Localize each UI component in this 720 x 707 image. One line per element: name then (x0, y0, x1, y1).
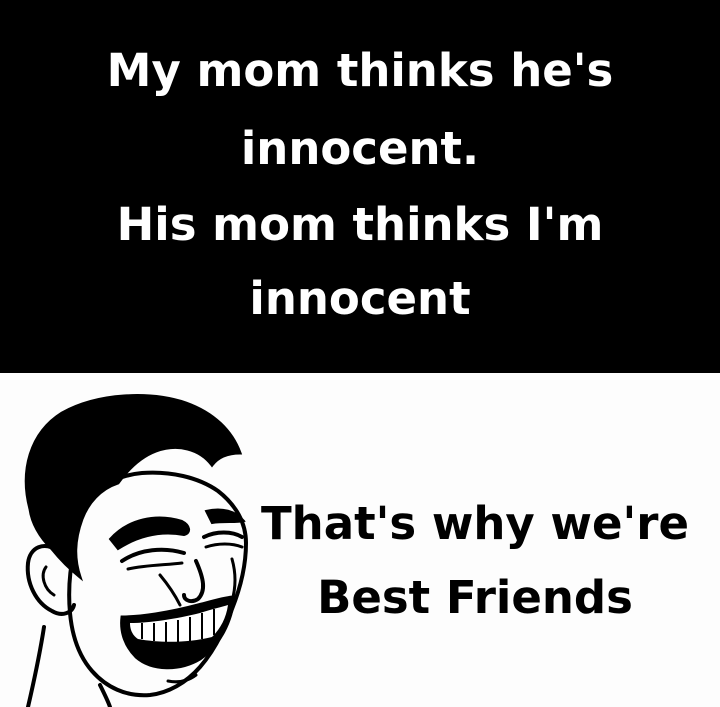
face-nose (184, 561, 203, 601)
bottom-caption-line-1: That's why we're (260, 497, 690, 550)
face-left-eyebrow (110, 518, 189, 549)
face-left-eye (122, 550, 184, 561)
top-caption-line-2: innocent. (240, 122, 480, 175)
top-caption-line-3: His mom thinks I'm (116, 198, 604, 251)
face-right-eye (204, 533, 242, 538)
face-neck (28, 627, 44, 707)
top-caption-line-1: My mom thinks he's (106, 44, 614, 97)
bottom-panel (0, 373, 720, 707)
top-caption-line-4: innocent (249, 272, 471, 325)
bottom-caption-line-2: Best Friends (317, 571, 633, 624)
